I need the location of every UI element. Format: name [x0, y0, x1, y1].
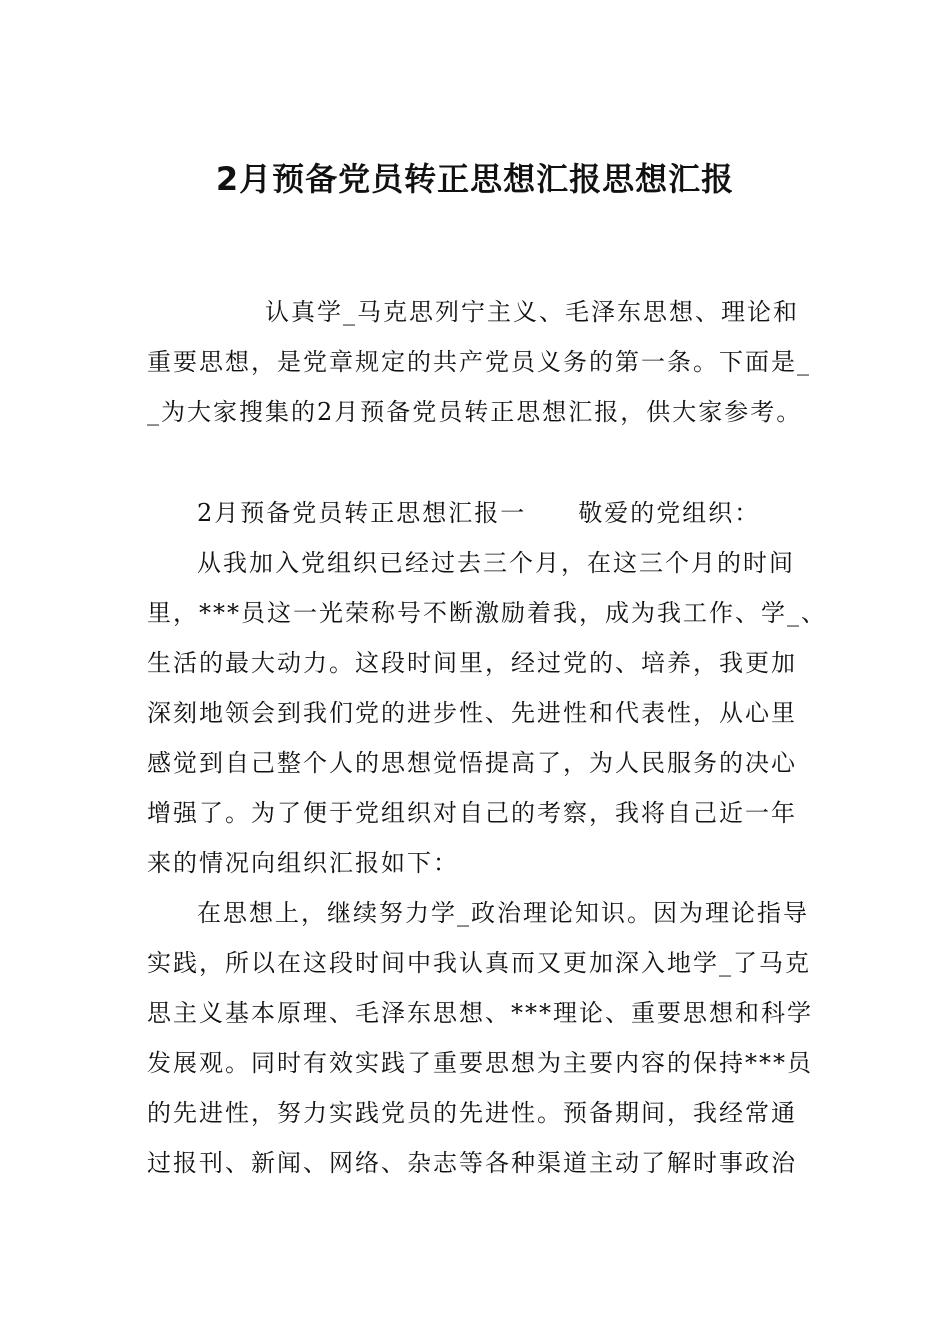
report-body — [147, 488, 827, 1188]
paragraph-2-line: 思主义基本原理、毛泽东思想、***理论、重要思想和科学 — [147, 999, 813, 1027]
paragraph-2-line: 过报刊、新闻、网络、杂志等各种渠道主动了解时事政治 — [147, 1149, 797, 1177]
paragraph-2-line: 的先进性，努力实践党员的先进性。预备期间，我经常通 — [147, 1099, 797, 1127]
paragraph-1-line: 来的情况向组织汇报如下： — [147, 849, 459, 877]
document-title: 2月预备党员转正思想汇报思想汇报 — [215, 160, 735, 198]
paragraph-1-line: 深刻地领会到我们党的进步性、先进性和代表性，从心里 — [147, 699, 797, 727]
report-heading-line — [147, 488, 807, 538]
intro-line: 认真学_马克思列宁主义、毛泽东思想、理论和 — [265, 298, 799, 326]
intro-line: 重要思想，是党章规定的共产党员义务的第一条。下面是_ — [147, 348, 811, 376]
paragraph-1-line: 生活的最大动力。这段时间里，经过党的、培养，我更加 — [147, 649, 797, 677]
paragraph-1-line: 从我加入党组织已经过去三个月，在这三个月的时间 — [197, 549, 795, 577]
intro-line: _为大家搜集的2月预备党员转正思想汇报，供大家参考。 — [147, 398, 803, 426]
paragraph-2-line: 在思想上，继续努力学_政治理论知识。因为理论指导 — [197, 899, 809, 927]
intro-paragraph — [147, 287, 811, 437]
paragraph-1-line: 感觉到自己整个人的思想觉悟提高了，为人民服务的决心 — [147, 749, 797, 777]
salutation: 敬爱的党组织： — [578, 499, 761, 527]
paragraph-1-line: 增强了。为了便于党组织对自己的考察，我将自己近一年 — [147, 799, 797, 827]
paragraph-1-line: 里，***员这一光荣称号不断激励着我，成为我工作、学_、 — [147, 599, 827, 627]
report-heading: 2月预备党员转正思想汇报一 — [197, 499, 527, 527]
paragraph-2-line: 实践，所以在这段时间中我认真而又更加深入地学_了马克 — [147, 949, 811, 977]
paragraph-2-line: 发展观。同时有效实践了重要思想为主要内容的保持***员 — [147, 1049, 813, 1077]
